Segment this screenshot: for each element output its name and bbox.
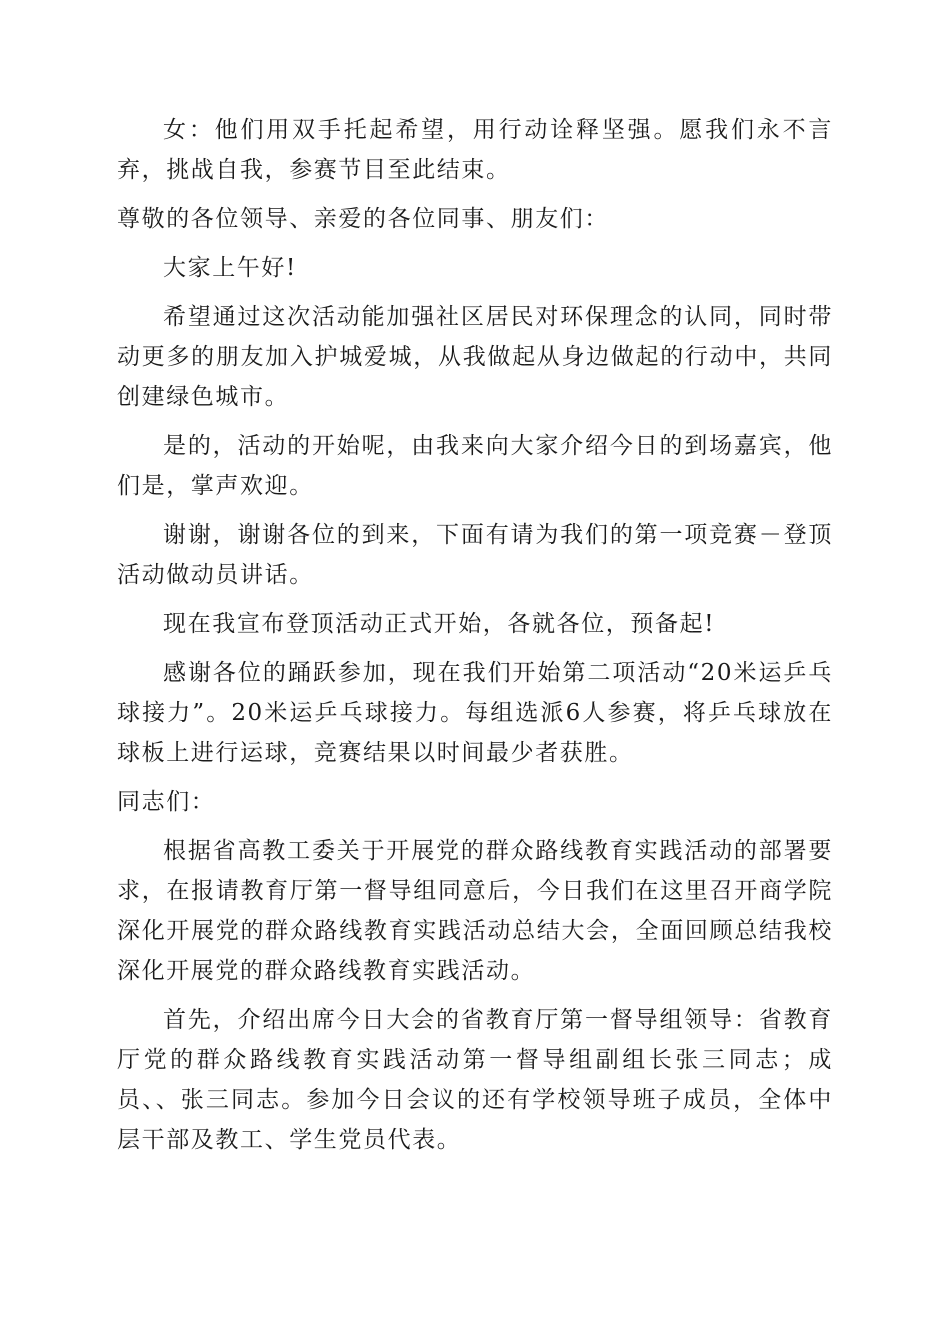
paragraph-comrades: 同志们：	[117, 789, 216, 815]
paragraph-introduction: 首先，介绍出席今日大会的省教育厅第一督导组领导：省教育厅党的群众路线教育实践活动第一督导组副组长张三同志；成员、、张三同志。参加今日会议的还有学校领导班子成员，全体中层干部及教工、学生党员代表。	[117, 1007, 833, 1153]
paragraph-environment: 希望通过这次活动能加强社区居民对环保理念的认同，同时带动更多的朋友加入护城爱城，从我做起从身边做起的行动中，共同创建绿色城市。	[117, 304, 833, 410]
paragraph-closing-remark: 女：他们用双手托起希望，用行动诠释坚强。愿我们永不言弃，挑战自我，参赛节目至此结束。	[117, 117, 833, 183]
paragraph-thanks: 谢谢，谢谢各位的到来，下面有请为我们的第一项竞赛－登顶活动做动员讲话。	[117, 522, 833, 588]
paragraph-second-activity: 感谢各位的踊跃参加，现在我们开始第二项活动“20米运乒乓球接力”。20米运乒乓球接力。每组选派6人参赛，将乒乓球放在球板上进行运球，竞赛结果以时间最少者获胜。	[117, 660, 833, 766]
paragraph-greeting: 大家上午好!	[163, 255, 297, 281]
document-body	[117, 110, 833, 1169]
paragraph-salutation: 尊敬的各位领导、亲爱的各位同事、朋友们：	[117, 206, 609, 232]
paragraph-guests: 是的，活动的开始呢，由我来向大家介绍今日的到场嘉宾，他们是，掌声欢迎。	[117, 433, 833, 499]
paragraph-meeting: 根据省高教工委关于开展党的群众路线教育实践活动的部署要求，在报请教育厅第一督导组同意后，今日我们在这里召开商学院深化开展党的群众路线教育实践活动总结大会，全面回顾总结我校深化开展党的群众路线教育实践活动。	[117, 838, 833, 984]
paragraph-start: 现在我宣布登顶活动正式开始，各就各位，预备起!	[163, 611, 716, 637]
